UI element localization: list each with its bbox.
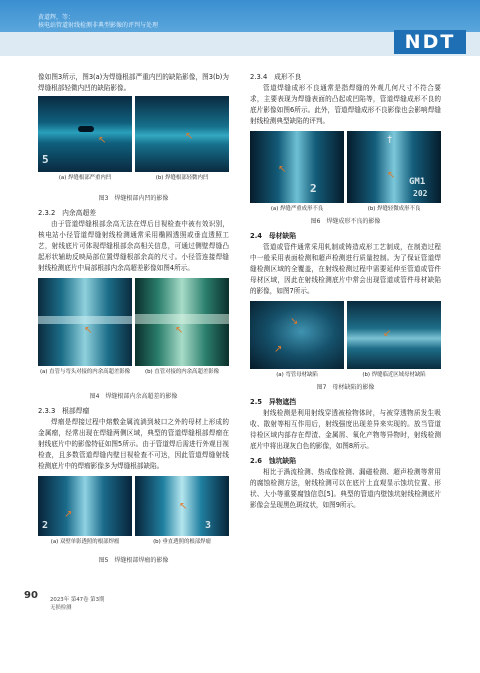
arrow-icon: ↘ bbox=[290, 316, 299, 327]
weld-band bbox=[38, 316, 132, 324]
subcaption: (b) 直管对接的内余高超差影像 bbox=[144, 369, 220, 375]
arrow-icon: ↖ bbox=[278, 164, 287, 175]
subcaption: (a) 弯管母材缺陷 bbox=[276, 372, 318, 378]
arrow-icon: ↖ bbox=[98, 135, 107, 146]
header-title: 核电站管道射线检测非典型影像的评判与处理 bbox=[38, 22, 159, 29]
radiograph-image bbox=[38, 278, 132, 366]
radiograph-image bbox=[135, 476, 229, 536]
radiograph-image bbox=[250, 131, 344, 203]
section-heading: 2.5 异物遮挡 bbox=[250, 398, 297, 406]
radiograph-image bbox=[347, 131, 441, 203]
film-marker: † bbox=[387, 135, 393, 145]
paragraph: 焊瘤是焊接过程中熔敷金属流淌到坡口之外的母材上形成的金属瘤，经常出现在焊缝两侧区域，典型的管道焊缝根部焊瘤在射线底片中的影像特征如图5所示。由于管道焊后需进行外观目视检查，且多数管道焊缝内壁目视检查不可达，因此管道焊缝射线检测底片中的焊瘤影像多为焊缝根部缺陷。 bbox=[38, 418, 229, 470]
film-marker: 2 bbox=[310, 182, 317, 195]
journal-issue: 2023年 第47卷 第3期 bbox=[50, 597, 105, 603]
film-marker: 202 bbox=[413, 189, 428, 198]
arrow-icon: ↖ bbox=[179, 501, 188, 512]
subcaption: (a) 焊缝根部严重内凹 bbox=[58, 175, 112, 181]
figure-caption: 图4 焊缝根部内余高超差的影像 bbox=[89, 393, 178, 400]
subcaption: (b) 垂直透照的根部焊瘤 bbox=[153, 539, 211, 545]
subcaption: (b) 焊缝临近区域母材缺陷 bbox=[362, 372, 426, 378]
film-marker: GM1 bbox=[409, 177, 426, 187]
paragraph: 管道或管件通常采用轧制或铸造成形工艺制成，在制造过程中一般采用表面检测和超声检测进行质量控制。为了保证管道焊缝检测区域的全覆盖，在射线检测过程中需要延伸至管道或管件母材区域，因此在射线检测底片中常会出现管道或管件母材缺陷的影像，如图7所示。 bbox=[250, 243, 441, 295]
figure-caption: 图7 母材缺陷的影像 bbox=[316, 384, 375, 391]
arrow-icon: ↙ bbox=[383, 328, 392, 339]
section-heading: 2.3.4 成形不良 bbox=[250, 73, 302, 81]
section-heading: 2.3.2 内余高超差 bbox=[38, 209, 97, 217]
film-marker: 5 bbox=[42, 153, 49, 166]
paragraph: 管道焊缝成形不良通常是指焊缝的外观几何尺寸不符合要求，主要表现为焊缝表面的凸起或凹陷等，管道焊缝成形不良的底片影像如图6所示。此外，管道焊缝成形不良影像也会影响焊缝射线检测典型缺陷的评判。 bbox=[250, 84, 441, 125]
right-column bbox=[250, 72, 441, 511]
page-header bbox=[0, 0, 480, 56]
radiograph-image bbox=[38, 96, 132, 172]
section-heading: 2.3.3 根部焊瘤 bbox=[38, 407, 90, 415]
arrow-icon: ↖ bbox=[175, 325, 184, 336]
page-footer bbox=[24, 590, 38, 601]
figure-caption: 图3 焊缝根部内凹的影像 bbox=[98, 195, 169, 202]
arrow-icon: ↗ bbox=[274, 344, 283, 355]
film-marker: 2 bbox=[42, 520, 49, 531]
paragraph: 由于管道焊缝根部余高无法在焊后目视检查中被有效识别，核电站小径管道焊缝射线检测通常采用椭圆透照或垂直透照工艺，射线底片可体现焊缝根部余高相关信息，可通过侧壁焊缝凸起形状辅助反映局部位置焊缝根部余高的尺寸。小径管连接焊缝射线检测底片中局部根部内余高超差影像如图4所示。 bbox=[38, 220, 229, 272]
subcaption: (a) 焊缝严重成形不良 bbox=[270, 206, 324, 212]
arrow-icon: ↖ bbox=[387, 170, 396, 181]
radiograph-image bbox=[135, 96, 229, 172]
header-authors: 黄道辉，等： bbox=[38, 14, 75, 21]
film-marker: 3 bbox=[205, 520, 212, 531]
figure-caption: 图6 焊缝成形不良的影像 bbox=[310, 218, 381, 225]
paragraph: 像如图3所示，图3(a)为焊缝根部严重内凹的缺陷影像，图3(b)为焊缝根部轻微内凹的缺陷影像。 bbox=[38, 73, 229, 92]
figure-5 bbox=[38, 476, 229, 554]
radiograph-image bbox=[347, 301, 441, 369]
paragraph: 相比于渦流检测、热成像检测、漏磁检测、超声检测等常用的腐蚀检测方法，射线检测可以在底片上直观显示蚀坑位置、形状、大小等重要腐蚀信息[5]。典型的管道内壁蚀坑射线检测底片影像会呈现黑色斑纹状，如图9所示。 bbox=[250, 468, 441, 509]
subcaption: (b) 焊缝轻微成形不良 bbox=[367, 206, 421, 212]
subcaption: (a) 直管与弯头对接的内余高超差影像 bbox=[39, 369, 131, 375]
figure-4 bbox=[38, 278, 229, 390]
ndt-logo: NDT bbox=[394, 30, 466, 54]
subcaption: (a) 双壁单影透照的根部焊瘤 bbox=[50, 539, 120, 545]
left-column bbox=[38, 72, 229, 566]
section-heading: 2.4 母材缺陷 bbox=[250, 232, 297, 240]
radiograph-image bbox=[135, 278, 229, 366]
defect-mark bbox=[78, 126, 94, 132]
figure-3 bbox=[38, 96, 229, 192]
figure-caption: 图5 焊缝根部焊瘤的影像 bbox=[98, 557, 169, 564]
weld-band bbox=[135, 314, 229, 324]
radiograph-image bbox=[250, 301, 344, 369]
figure-7 bbox=[250, 301, 441, 381]
page-number: 90 bbox=[24, 590, 38, 601]
arrow-icon: ↖ bbox=[185, 131, 194, 142]
journal-info bbox=[50, 596, 104, 612]
paragraph: 射线检测是利用射线穿透被检物体时，与被穿透物质发生吸收、散射等相互作用后，射线强度出现差异来实现的。放当管道待检区域内部存在焊渣、金属屑、氧化产物等异物时，射线检测底片中将出现灰白色的影像，如图8所示。 bbox=[250, 409, 441, 450]
arrow-icon: ↖ bbox=[84, 325, 93, 336]
subcaption: (b) 焊缝根部轻微内凹 bbox=[155, 175, 209, 181]
arrow-icon: ↗ bbox=[64, 509, 73, 520]
section-heading: 2.6 蚀坑缺陷 bbox=[250, 457, 297, 465]
figure-6 bbox=[250, 131, 441, 215]
journal-name: 无损检测 bbox=[50, 605, 72, 611]
radiograph-image bbox=[38, 476, 132, 536]
